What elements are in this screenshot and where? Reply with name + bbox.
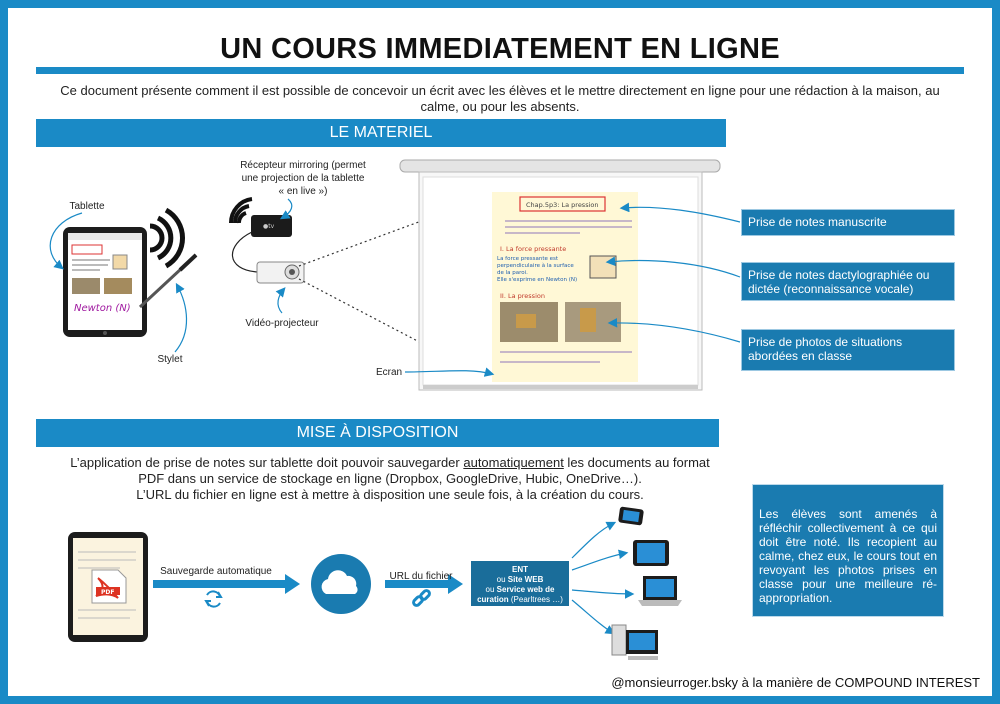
label-tablette: Tablette xyxy=(69,201,105,212)
projector-icon xyxy=(257,262,304,283)
pdf-icon xyxy=(92,570,126,603)
label-sauvegarde: Sauvegarde automatique xyxy=(160,566,272,577)
disposition-text-after: les documents au format PDF dans un service de stockage en ligne (Dropbox, GoogleDrive, Hubic, OneDrive…). xyxy=(138,455,710,486)
callout-dactylographiee: Prise de notes dactylographiée ou dictée (reconnaissance vocale) xyxy=(741,262,955,301)
section-heading-materiel: LE MATERIEL xyxy=(36,119,726,147)
disposition-text-underlined: automatiquement xyxy=(463,455,564,470)
svg-text:Elle s'exprime en Newton (N): Elle s'exprime en Newton (N) xyxy=(497,277,578,283)
note-section2: II. La pression xyxy=(500,292,545,300)
label-recepteur: Récepteur mirroring (permet une projection de la tablette « en live ») xyxy=(240,160,366,197)
ent-line3-bold: Service web de curation xyxy=(477,585,555,604)
callout-manuscrite: Prise de notes manuscrite xyxy=(741,209,955,236)
ent-box xyxy=(471,561,569,606)
projected-note xyxy=(492,192,638,382)
tablet-handwriting: Newton (N) xyxy=(74,303,131,314)
svg-text:perpendiculaire à la surface: perpendiculaire à la surface xyxy=(497,263,574,269)
ent-line1: ENT xyxy=(512,565,528,574)
ent-line2-pre: ou xyxy=(496,575,508,584)
note-section1: I. La force pressante xyxy=(500,245,567,253)
label-projecteur: Vidéo-projecteur xyxy=(245,318,319,329)
credit-line: @monsieurroger.bsky à la manière de COMPOUND INTEREST xyxy=(611,675,980,690)
phone-icon xyxy=(618,506,644,525)
svg-text:de la paroi.: de la paroi. xyxy=(497,270,528,276)
ipad-icon xyxy=(633,540,669,566)
cloud-icon xyxy=(311,554,371,614)
ent-line3-post: (Pearltrees …) xyxy=(508,595,563,604)
wifi-icon xyxy=(150,210,183,266)
callout-photos: Prise de photos de situations abordées en classe xyxy=(741,329,955,371)
desktop-icon xyxy=(612,625,658,660)
note-title: Chap.5p3: La pression xyxy=(526,201,599,209)
page-title: UN COURS IMMEDIATEMENT EN LIGNE xyxy=(220,33,780,65)
section-heading-disposition: MISE À DISPOSITION xyxy=(36,419,719,447)
svg-text:●tv: ●tv xyxy=(263,223,275,230)
label-stylet: Stylet xyxy=(157,354,183,365)
disposition-text xyxy=(60,455,720,503)
ent-line3-pre: ou xyxy=(485,585,497,594)
ent-line2-bold: Site WEB xyxy=(507,575,544,584)
students-note-box: Les élèves sont amenés à réfléchir collectivement à ce qui doit être noté. Ils recopient au calme, chez eux, le cours tout en revoyant les photos prises en classe pour une meilleure ré-appropriation. xyxy=(752,484,944,617)
apple-tv-icon xyxy=(251,215,292,237)
label-url: URL du fichier xyxy=(389,571,453,582)
wifi-icon-receiver xyxy=(231,199,252,223)
intro-text: Ce document présente comment il est possible de concevoir un écrit avec les élèves et le mettre directement en ligne pour une rédaction à la maison, au calme, ou pour les absents. xyxy=(60,83,940,114)
disposition-text-before: L’application de prise de notes sur tablette doit pouvoir sauvegarder xyxy=(70,455,464,470)
label-ecran: Ecran xyxy=(375,367,403,378)
laptop-icon xyxy=(638,576,682,606)
tablet-icon xyxy=(63,227,147,337)
svg-text:La force pressante est: La force pressante est xyxy=(497,256,559,262)
link-icon xyxy=(412,589,430,606)
sync-icon xyxy=(206,591,221,606)
pdf-label: PDF xyxy=(101,589,115,596)
disposition-text-line2: L’URL du fichier en ligne est à mettre à disposition une seule fois, à la création du cours. xyxy=(136,487,644,502)
